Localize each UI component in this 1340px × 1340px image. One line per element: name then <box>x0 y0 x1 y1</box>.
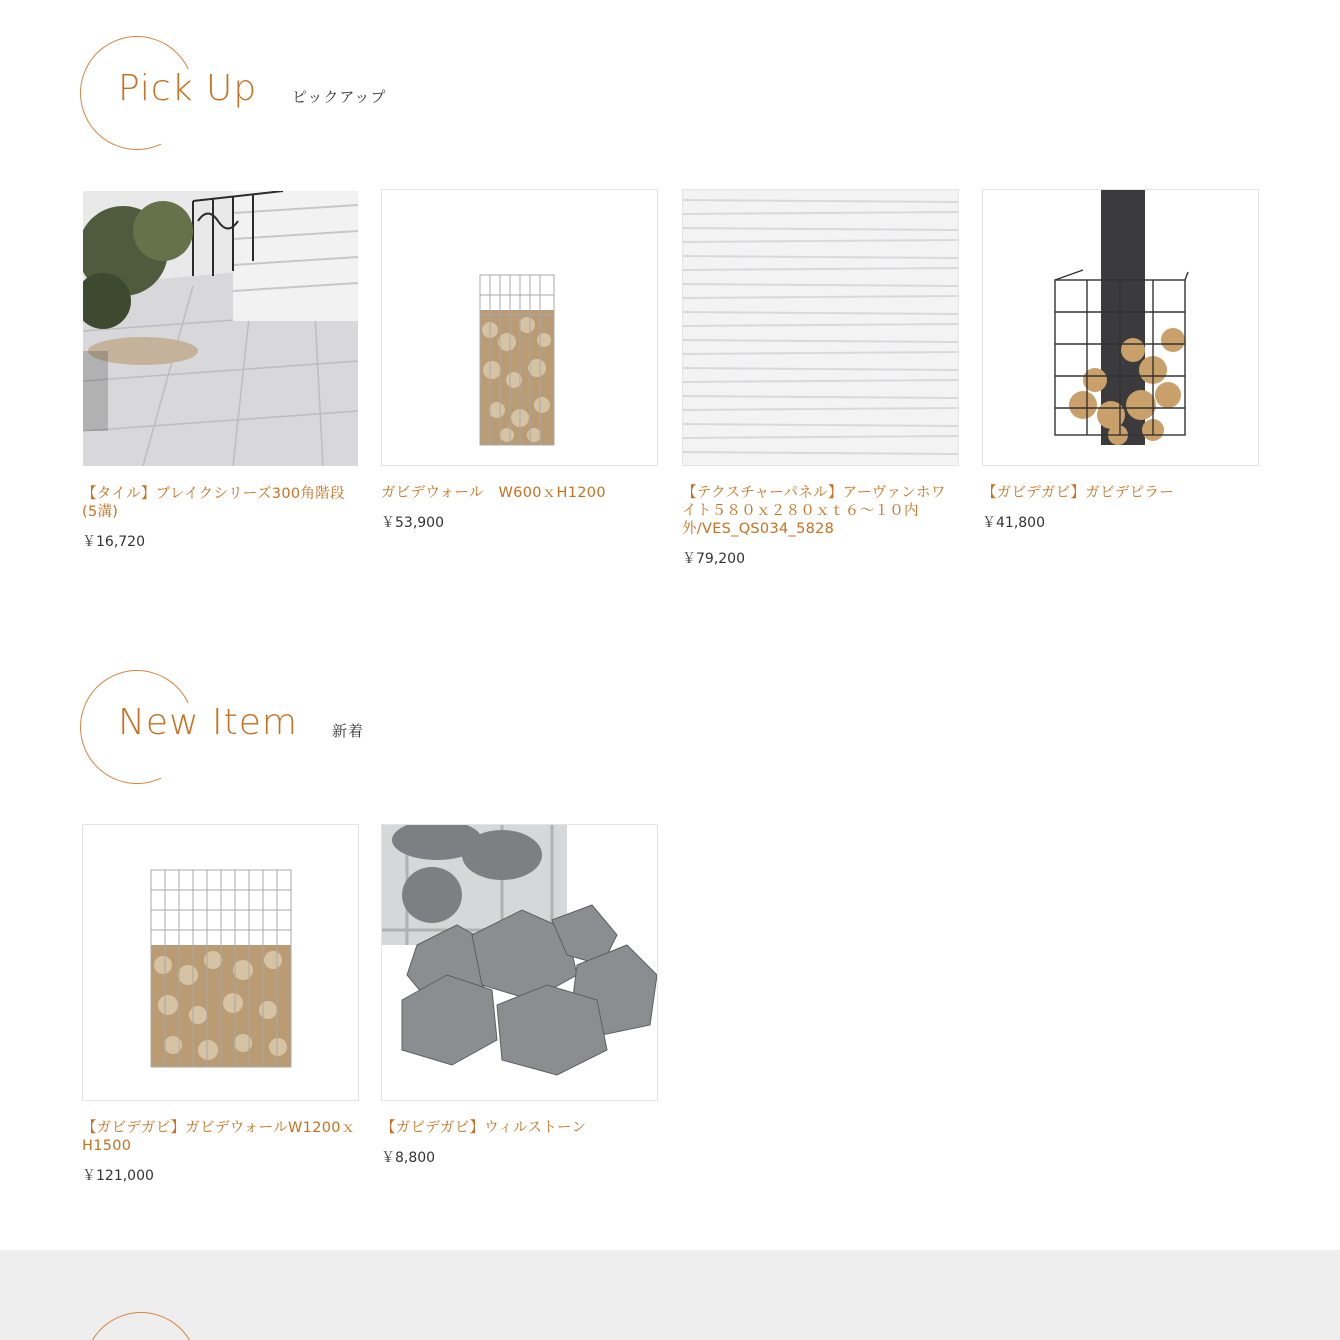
product-price: ￥79,200 <box>682 551 745 567</box>
product-card[interactable] <box>381 189 658 532</box>
product-card[interactable] <box>82 190 359 551</box>
product-image[interactable] <box>682 189 959 466</box>
newitem-section <box>0 660 1340 1220</box>
tile-stairs-photo-icon <box>83 191 358 466</box>
pickup-heading <box>80 36 680 152</box>
product-card[interactable] <box>682 189 959 568</box>
newitem-subtitle: 新着 <box>332 722 365 740</box>
product-price: ￥8,800 <box>381 1150 436 1166</box>
newitem-title: New Item <box>118 702 298 743</box>
product-card[interactable] <box>381 824 658 1167</box>
pickup-title: Pick Up <box>118 68 258 109</box>
product-image[interactable] <box>381 189 658 466</box>
pickup-subtitle: ピックアップ <box>292 88 387 106</box>
product-name[interactable]: 【ガビデガビ】ガビデウォールW1200ｘH1500 <box>82 1120 356 1154</box>
product-price: ￥121,000 <box>82 1168 154 1184</box>
next-section-band <box>0 1250 1340 1340</box>
product-name[interactable]: 【ガビデガビ】ウィルストーン <box>381 1120 587 1136</box>
product-image[interactable] <box>82 190 359 467</box>
gabion-wall-photo-icon <box>382 190 657 465</box>
product-name[interactable]: 【タイル】ブレイクシリーズ300角階段(5溝) <box>82 486 345 520</box>
pickup-section <box>0 0 1340 620</box>
product-card[interactable] <box>982 189 1259 532</box>
product-image[interactable] <box>381 824 658 1101</box>
newitem-heading <box>80 670 680 786</box>
texture-panel-photo-icon <box>683 190 958 465</box>
product-name[interactable]: 【ガビデガビ】ガビデピラー <box>982 485 1175 501</box>
product-price: ￥16,720 <box>82 534 145 550</box>
heading-circle-decoration <box>68 1296 214 1340</box>
product-card[interactable] <box>82 824 359 1185</box>
product-price: ￥53,900 <box>381 515 444 531</box>
product-image[interactable] <box>982 189 1259 466</box>
product-name[interactable]: ガビデウォール W600ｘH1200 <box>381 485 606 501</box>
product-image[interactable] <box>82 824 359 1101</box>
gabion-pillar-photo-icon <box>983 190 1258 465</box>
stones-photo-icon <box>382 825 657 1100</box>
product-price: ￥41,800 <box>982 515 1045 531</box>
product-name[interactable]: 【テクスチャーパネル】アーヴァンホワイト５８０ｘ２８０ｘｔ６～１０内外/VES_QS034_5828 <box>682 485 946 537</box>
gabion-wall-wide-photo-icon <box>83 825 358 1100</box>
